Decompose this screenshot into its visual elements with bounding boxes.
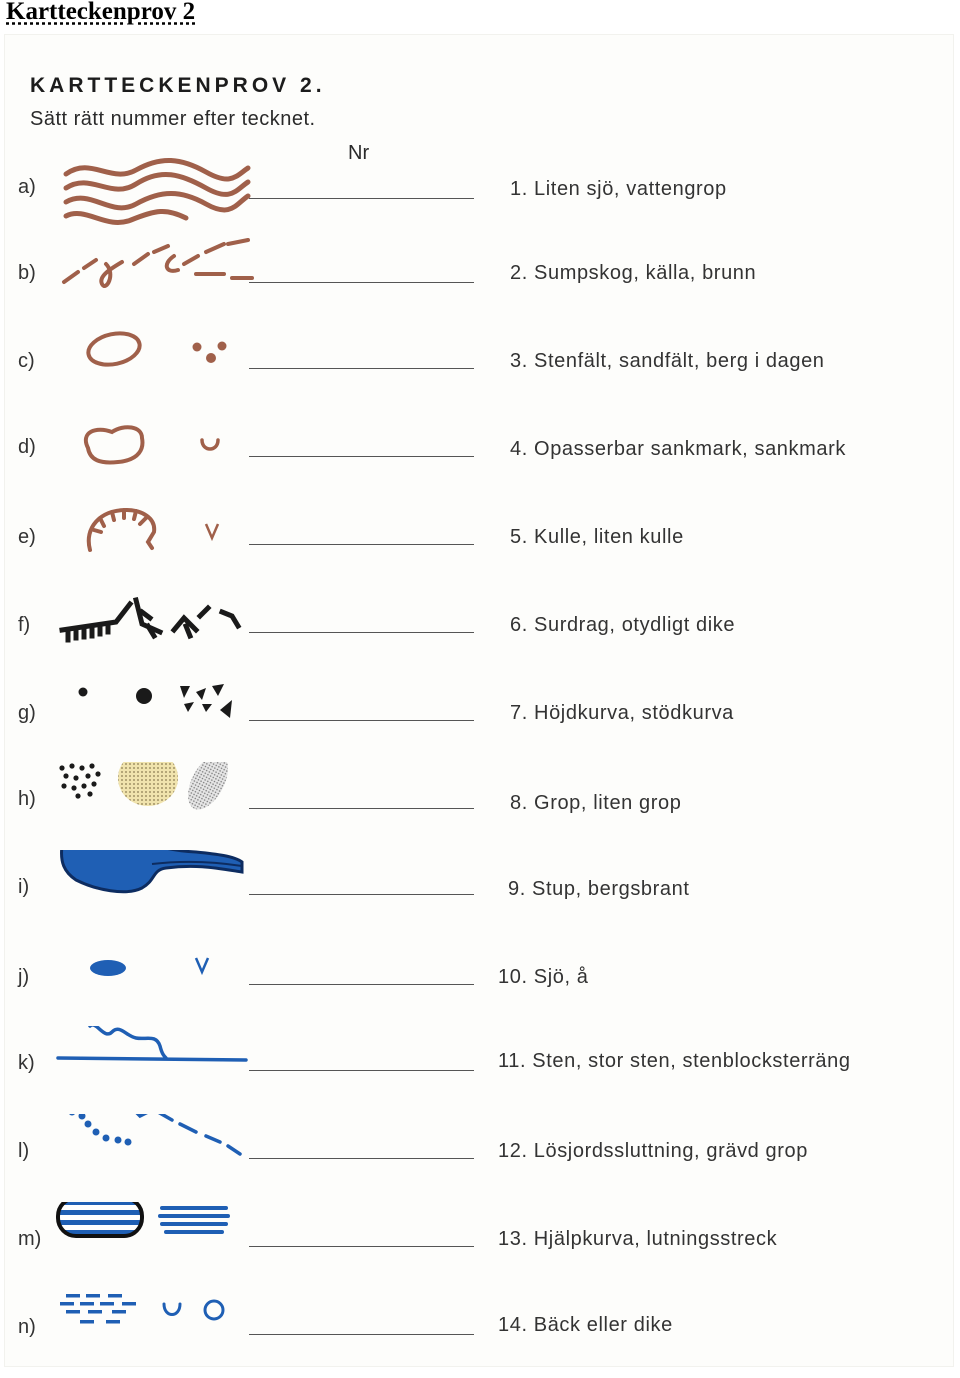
answer-line[interactable] (249, 720, 474, 721)
answer-option: 5. Kulle, liten kulle (510, 526, 684, 548)
question-row-l (0, 1114, 960, 1202)
black-cliff-ticks-icon (56, 586, 256, 674)
blue-lake-icon (56, 850, 256, 938)
brown-wavy-lines-icon (56, 146, 256, 234)
row-letter: m) (18, 1228, 42, 1250)
question-row-m (0, 1202, 960, 1290)
blue-stream-icon (56, 1026, 256, 1114)
row-letter: i) (18, 876, 30, 898)
answer-line[interactable] (249, 198, 474, 199)
answer-line[interactable] (249, 894, 474, 895)
answer-option: 4. Opasserbar sankmark, sankmark (510, 438, 846, 460)
question-row-j (0, 938, 960, 1026)
brown-hachured-depression-icon (56, 498, 256, 586)
answer-line[interactable] (249, 632, 474, 633)
answer-option: 2. Sumpskog, källa, brunn (510, 262, 757, 284)
row-letter: k) (18, 1052, 35, 1074)
blue-striped-marsh-icon (56, 1202, 256, 1290)
question-row-a (0, 146, 960, 234)
row-letter: n) (18, 1316, 36, 1338)
answer-line[interactable] (249, 282, 474, 283)
answer-option: 14. Bäck eller dike (498, 1314, 673, 1336)
brown-knoll-and-pit-icon (56, 410, 256, 498)
question-row-d (0, 410, 960, 498)
question-row-f (0, 586, 960, 674)
brown-oval-and-dots-icon (56, 322, 256, 410)
answer-line[interactable] (249, 456, 474, 457)
answer-line[interactable] (249, 808, 474, 809)
question-row-h (0, 762, 960, 850)
page-title: Kartteckenprov 2 (6, 0, 196, 25)
answer-line[interactable] (249, 1246, 474, 1247)
answer-option: 3. Stenfält, sandfält, berg i dagen (510, 350, 825, 372)
brown-dashed-curves-icon (56, 234, 256, 322)
answer-option: 7. Höjdkurva, stödkurva (510, 702, 734, 724)
question-row-b (0, 234, 960, 322)
black-stone-dots-icon (56, 674, 256, 762)
answer-option: 11. Sten, stor sten, stenblocksterräng (498, 1050, 851, 1072)
answer-line[interactable] (249, 1070, 474, 1071)
question-row-i (0, 850, 960, 938)
stone-field-patterns-icon (56, 762, 256, 850)
answer-option: 8. Grop, liten grop (510, 792, 682, 814)
blue-dotted-ditch-icon (56, 1114, 256, 1202)
answer-line[interactable] (249, 544, 474, 545)
answer-line[interactable] (249, 984, 474, 985)
answer-option: 9. Stup, bergsbrant (508, 878, 690, 900)
question-row-c (0, 322, 960, 410)
answer-line[interactable] (249, 368, 474, 369)
row-letter: l) (18, 1140, 30, 1162)
test-heading: KARTTECKENPROV 2. (30, 74, 326, 97)
row-letter: b) (18, 262, 36, 284)
answer-line[interactable] (249, 1334, 474, 1335)
row-letter: g) (18, 702, 36, 724)
row-letter: f) (18, 614, 31, 636)
instruction-text: Sätt rätt nummer efter tecknet. (30, 108, 316, 130)
question-row-n (0, 1290, 960, 1378)
row-letter: e) (18, 526, 36, 548)
answer-option: 10. Sjö, å (498, 966, 589, 988)
nr-column-label: Nr (348, 142, 370, 164)
question-row-e (0, 498, 960, 586)
question-row-g (0, 674, 960, 762)
row-letter: d) (18, 436, 36, 458)
answer-line[interactable] (249, 1158, 474, 1159)
answer-option: 1. Liten sjö, vattengrop (510, 178, 727, 200)
blue-dashed-marsh-and-spring-icon (56, 1290, 256, 1378)
answer-option: 13. Hjälpkurva, lutningsstreck (498, 1228, 778, 1250)
row-letter: a) (18, 176, 36, 198)
row-letter: j) (18, 966, 30, 988)
row-letter: c) (18, 350, 35, 372)
row-letter: h) (18, 788, 36, 810)
question-row-k (0, 1026, 960, 1114)
answer-option: 6. Surdrag, otydligt dike (510, 614, 736, 636)
answer-option: 12. Lösjordssluttning, grävd grop (498, 1140, 808, 1162)
blue-pond-and-v-icon (56, 938, 256, 1026)
